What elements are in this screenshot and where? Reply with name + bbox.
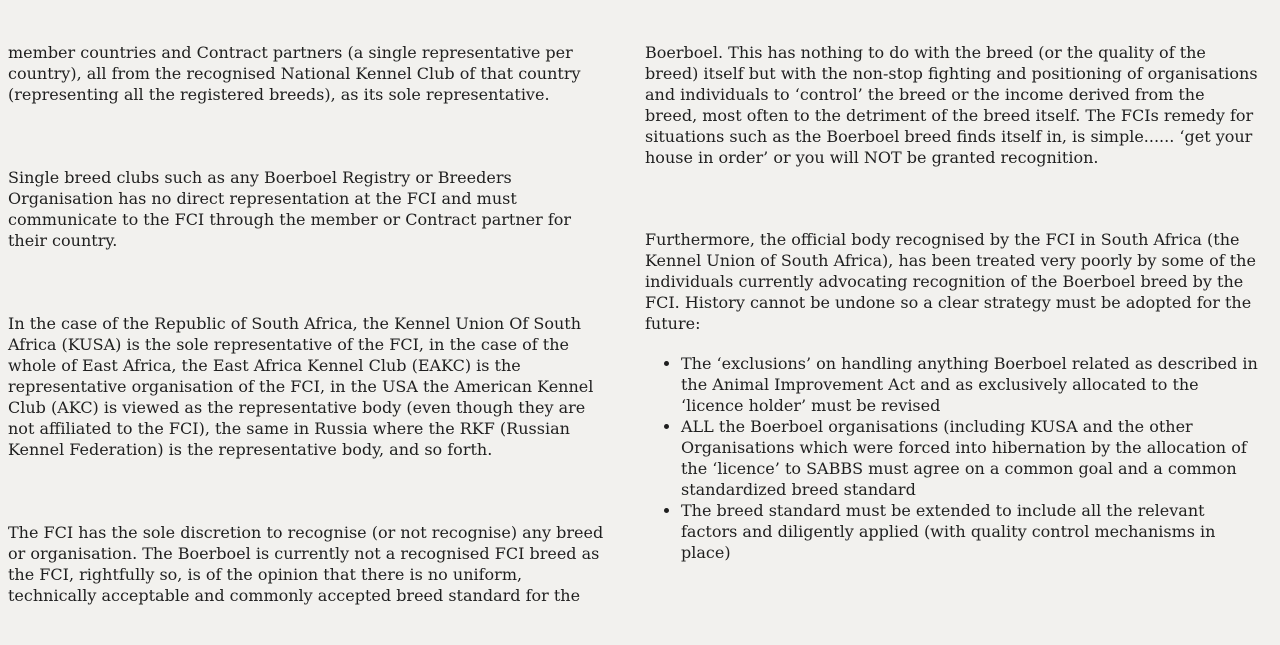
paragraph-single-breed-clubs: Single breed clubs such as any Boerboel Registry or Breeders Organisation has no direct representation at the FCI and must communicate to the FCI through the member or Contract partner for their country.: [8, 168, 572, 250]
paragraph-representative-bodies: In the case of the Republic of South Africa, the Kennel Union Of South Africa (KUSA) is the sole representative of the FCI, in the case of the whole of East Africa, the East Africa Kennel Club (EAKC) is the representative organisation of the FCI, in the USA the American Kennel Club (AKC) is viewed as the representative body (even though they are not affiliated to the FCI), the same in Russia where the RKF (Russian Kennel Federation) is the representative body, and so forth.: [8, 314, 594, 459]
bullet-breed-standard-extended: • The breed standard must be extended to include all the relevant factors and diligently applied (with quality control mechanisms in place): [681, 500, 1259, 563]
strategy-bullet-list: [645, 353, 1259, 563]
left-column: [8, 0, 608, 645]
paragraph-fci-discretion: The FCI has the sole discretion to recognise (or not recognise) any breed or organisation. The Boerboel is currently not a recognised FCI breed as the FCI, rightfully so, is of the opinion that there is no uniform, technically acceptable and commonly accepted breed standard for the: [8, 523, 604, 605]
bullet-exclusions-revised: • The ‘exclusions’ on handling anything Boerboel related as described in the Animal Improvement Act and as exclusively allocated to the ‘licence holder’ must be revised: [681, 353, 1259, 416]
paragraph-member-countries: member countries and Contract partners (a single representative per country), all from the recognised National Kennel Club of that country (representing all the registered breeds), as its sole representative.: [8, 43, 581, 104]
paragraph-boerboel-recognition: Boerboel. This has nothing to do with the breed (or the quality of the breed) itself but with the non-stop fighting and positioning of organisations and individuals to ‘control’ the breed or the income derived from the breed, most often to the detriment of the breed itself. The FCIs remedy for situations such as the Boerboel breed finds itself in, is simple...... ‘get your house in order’ or you will NOT be granted recognition.: [645, 43, 1258, 167]
bullet-common-goal: • ALL the Boerboel organisations (including KUSA and the other Organisations which were forced into hibernation by the allocation of the ‘licence’ to SABBS must agree on a common goal and a common standardized breed standard: [681, 416, 1259, 500]
right-column: [645, 0, 1259, 645]
paragraph-future-strategy: Furthermore, the official body recognised by the FCI in South Africa (the Kennel Union of South Africa), has been treated very poorly by some of the individuals currently advocating recognition of the Boerboel breed by the FCI. History cannot be undone so a clear strategy must be adopted for the future:: [645, 230, 1256, 333]
